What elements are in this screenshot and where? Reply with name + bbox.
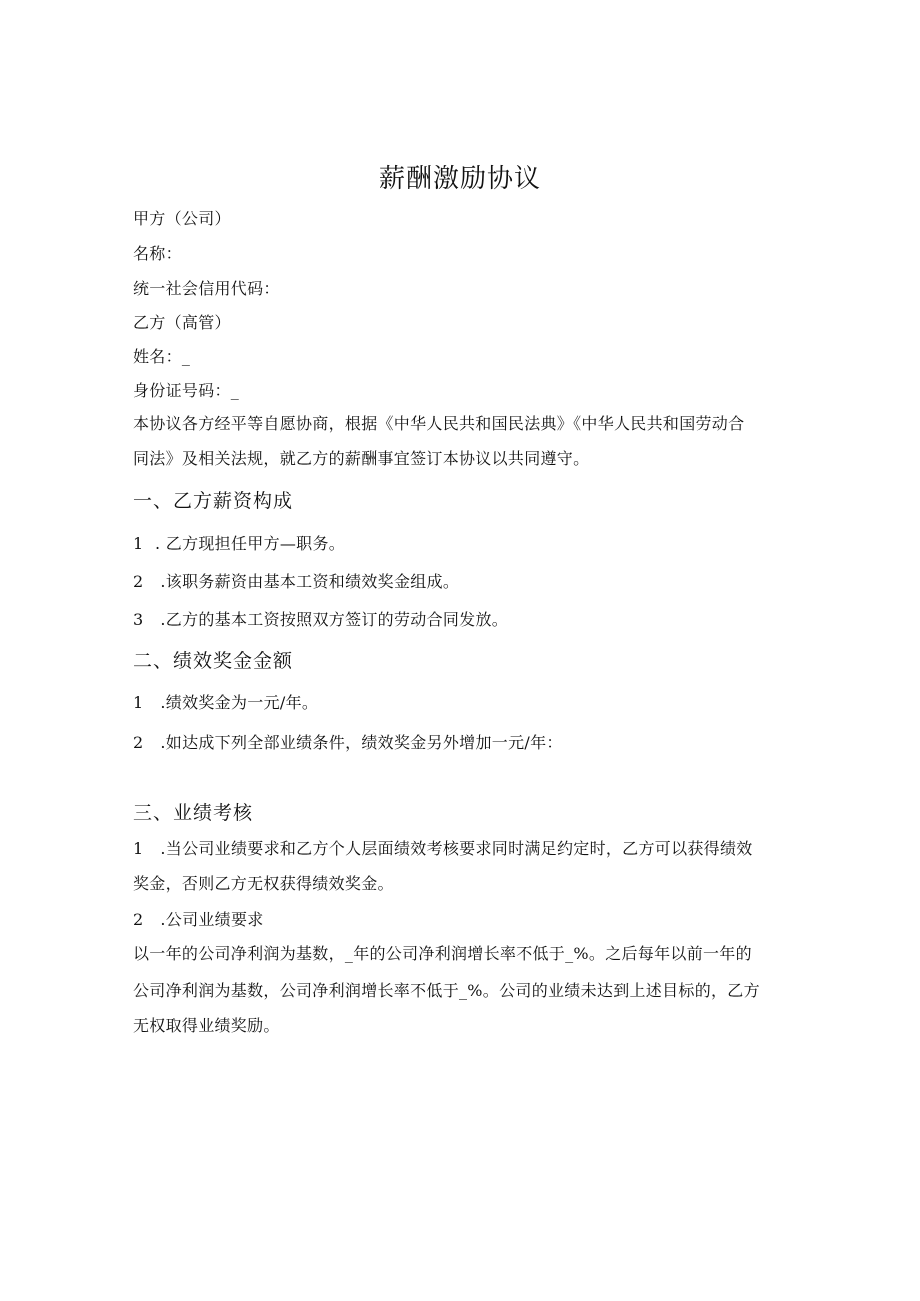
section-2-item-1 — [133, 692, 318, 714]
section-1-item-3 — [133, 609, 508, 631]
item-text: .公司业绩要求 — [155, 910, 264, 929]
document-title: 薪酬激励协议 — [378, 164, 541, 194]
party-b-label: 乙方（高管） — [133, 313, 231, 332]
section-2-heading: 二、绩效奖金金额 — [133, 650, 294, 672]
party-b-name-label: 姓名：_ — [133, 347, 191, 366]
section-1-heading: 一、乙方薪资构成 — [133, 490, 294, 512]
section-3-body-line-3: 无权取得业绩奖励。 — [133, 1016, 280, 1035]
section-1-item-2 — [133, 571, 459, 593]
item-number: 2 — [133, 572, 144, 591]
section-3-body-line-2: 公司净利润为基数，公司净利润增长率不低于_%。公司的业绩未达到上述目标的，乙方 — [133, 981, 760, 1000]
section-3-body-line-1: 以一年的公司净利润为基数，_年的公司净利润增长率不低于_%。之后每年以前一年的 — [133, 944, 752, 963]
preamble-line-2: 同法》及相关法规，就乙方的薪酬事宜签订本协议以共同遵守。 — [133, 449, 590, 468]
item-number: 2 — [133, 910, 144, 929]
party-a-credit-code-label: 统一社会信用代码： — [133, 279, 280, 298]
item-number: 1 — [133, 534, 144, 553]
item-text: .该职务薪资由基本工资和绩效奖金组成。 — [155, 572, 460, 591]
party-a-name-label: 名称： — [133, 244, 182, 263]
item-text: . 乙方现担任甲方—职务。 — [155, 534, 346, 553]
section-3-item-2 — [133, 909, 264, 931]
section-3-item-1-line-2: 奖金，否则乙方无权获得绩效奖金。 — [133, 874, 394, 893]
section-3-heading: 三、业绩考核 — [133, 802, 254, 824]
section-3-item-1-line-1 — [133, 838, 753, 860]
preamble-line-1: 本协议各方经平等自愿协商，根据《中华人民共和国民法典》《中华人民共和国劳动合 — [133, 414, 745, 433]
item-text: .乙方的基本工资按照双方签订的劳动合同发放。 — [155, 610, 509, 629]
party-a-label: 甲方（公司） — [133, 209, 231, 228]
item-number: 1 — [133, 693, 144, 712]
item-number: 1 — [133, 839, 144, 858]
item-number: 2 — [133, 733, 144, 752]
section-2-item-2 — [133, 732, 563, 754]
item-text: .绩效奖金为一元/年。 — [155, 693, 319, 712]
item-text: .当公司业绩要求和乙方个人层面绩效考核要求同时满足约定时，乙方可以获得绩效 — [155, 839, 753, 858]
item-text: .如达成下列全部业绩条件，绩效奖金另外增加一元/年： — [155, 733, 563, 752]
party-b-id-label: 身份证号码：_ — [133, 381, 240, 400]
item-number: 3 — [133, 610, 144, 629]
section-1-item-1 — [133, 533, 345, 555]
